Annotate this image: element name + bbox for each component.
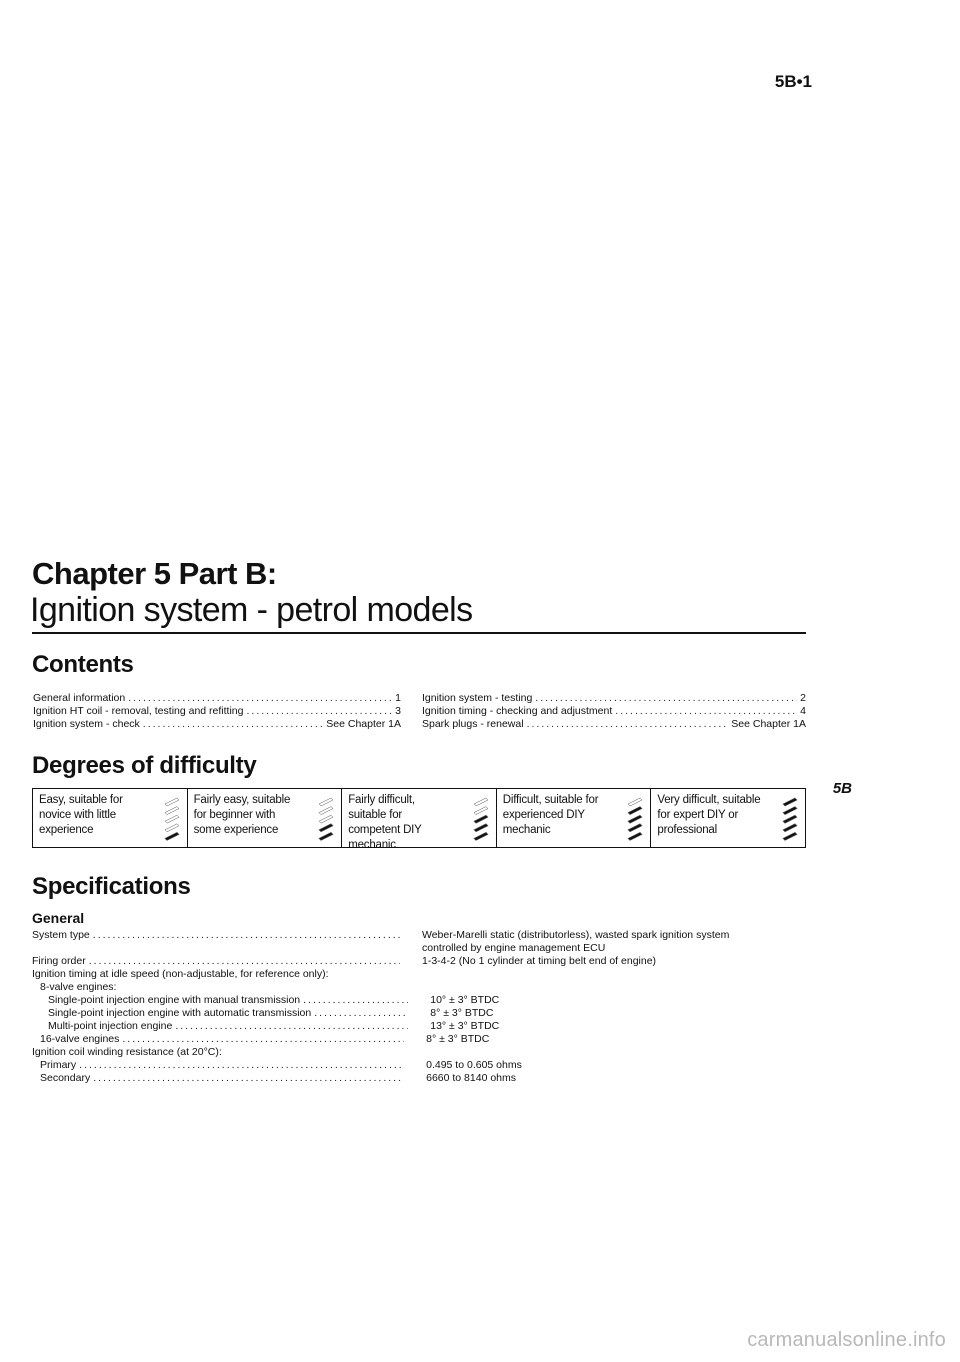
toc-leader [128,692,392,704]
spec-row [32,929,812,942]
spec-leader [314,1007,408,1020]
specifications-heading: Specifications [32,873,191,900]
spec-value: 1-3-4-2 (No 1 cylinder at timing belt end of engine) [422,955,657,967]
toc-leader [527,718,729,730]
toc-leader [143,718,323,730]
general-heading: General [32,910,85,926]
spec-label: Multi-point injection engine [48,1020,173,1032]
spec-row [32,968,812,981]
spanner-mark-filled [474,832,488,840]
toc-leader [247,705,393,717]
spec-value: 6660 to 8140 ohms [426,1072,517,1084]
difficulty-text: Easy, suitable for novice with little experience [39,794,123,836]
spec-label: Secondary [40,1072,91,1084]
toc-page: See Chapter 1A [326,718,401,730]
spec-row [32,942,812,955]
spanner-icon [626,795,644,841]
spanner-mark-filled [628,832,642,840]
difficulty-table [32,788,806,851]
spec-leader [175,1020,408,1033]
spanner-mark-outline [165,824,179,832]
contents-heading: Contents [32,651,134,678]
spec-label: 8-valve engines: [40,981,117,993]
spec-label: System type [32,929,90,941]
difficulty-level-4 [496,789,651,847]
watermark[interactable]: carmanualsonline.info [747,1329,946,1351]
spanner-mark-filled [783,832,797,840]
spec-label: Ignition coil winding resistance (at 20°C): [32,1046,222,1058]
difficulty-text: Very difficult, suitable for expert DIY or professional [657,794,761,836]
toc-label: Ignition system - testing [422,692,533,704]
spec-leader [122,1033,404,1046]
toc-entry[interactable] [33,705,401,718]
spanner-mark-filled [783,815,797,823]
spec-row [32,994,812,1007]
toc-entry[interactable] [422,718,806,731]
toc-leader [535,692,797,704]
title-rule [32,632,806,634]
spanner-icon [317,795,335,841]
spanner-mark-filled [165,832,179,840]
spanner-icon [163,795,181,841]
toc-label: Ignition HT coil - removal, testing and refitting [33,705,244,717]
toc-entry[interactable] [422,692,806,705]
difficulty-text: Difficult, suitable for experienced DIY mechanic [502,794,599,836]
spec-value: 8° ± 3° BTDC [430,1007,494,1019]
toc-label: General information [33,692,126,704]
toc-entry[interactable] [422,705,806,718]
spec-value: 10° ± 3° BTDC [430,994,500,1006]
spanner-mark-outline [628,798,642,806]
spec-label: Single-point injection engine with automatic transmission [48,1007,312,1019]
spanner-mark-filled [319,832,333,840]
spanner-mark-outline [165,815,179,823]
spanner-mark-outline [319,798,333,806]
spec-leader [93,929,400,942]
chapter-subtitle: Ignition system - petrol models [30,591,473,629]
spec-value: controlled by engine management ECU [422,942,606,954]
toc-entry[interactable] [33,718,401,731]
spanner-mark-filled [783,807,797,815]
spanner-mark-filled [474,824,488,832]
spanner-mark-filled [628,815,642,823]
difficulty-heading: Degrees of difficulty [32,752,257,779]
toc-page: 3 [395,705,401,717]
difficulty-level-2 [187,789,342,847]
spanner-mark-filled [783,798,797,806]
spanner-mark-outline [474,798,488,806]
spanner-icon [781,795,799,841]
spec-row [32,981,812,994]
spanner-mark-outline [319,815,333,823]
toc-label: Ignition system - check [33,718,140,730]
toc-leader [615,705,797,717]
spec-label: Primary [40,1059,77,1071]
spec-row [32,1033,812,1046]
spanner-mark-outline [319,807,333,815]
spec-row [32,1072,812,1085]
toc-label: Spark plugs - renewal [422,718,524,730]
spanner-mark-filled [474,815,488,823]
spec-leader [303,994,408,1007]
difficulty-level-1 [33,789,187,847]
spanner-mark-outline [474,807,488,815]
specifications-table [32,929,812,1085]
spec-label: Single-point injection engine with manual transmission [48,994,301,1006]
spec-leader [79,1059,404,1072]
spec-value: 8° ± 3° BTDC [426,1033,490,1045]
spanner-mark-outline [165,798,179,806]
contents-left-column [33,692,401,731]
difficulty-text: Fairly easy, suitable for beginner with some experience [193,794,291,836]
toc-page: 1 [395,692,401,704]
toc-page: 2 [800,692,806,704]
spec-row [32,1020,812,1033]
spec-row [32,1007,812,1020]
spanner-mark-outline [165,807,179,815]
spec-label: Ignition timing at idle speed (non-adjustable, for reference only): [32,968,329,980]
spec-row [32,1046,812,1059]
difficulty-level-3 [341,789,496,851]
spanner-mark-filled [319,824,333,832]
spec-value: Weber-Marelli static (distributorless), wasted spark ignition system [422,929,730,941]
spec-label: 16-valve engines [40,1033,120,1045]
spec-leader [89,955,400,968]
chapter-title: Chapter 5 Part B: [32,556,277,591]
spanner-mark-filled [628,824,642,832]
difficulty-level-5 [650,789,805,847]
toc-label: Ignition timing - checking and adjustment [422,705,613,717]
toc-page: 4 [800,705,806,717]
contents-right-column [422,692,806,731]
spanner-mark-filled [628,807,642,815]
toc-entry[interactable] [33,692,401,705]
section-marker: 5B [832,780,852,797]
spec-row [32,1059,812,1072]
spec-label: Firing order [32,955,86,967]
toc-page: See Chapter 1A [731,718,806,730]
spec-value: 0.495 to 0.605 ohms [426,1059,522,1071]
page-number: 5B•1 [774,72,812,91]
spec-leader [93,1072,404,1085]
spanner-mark-filled [783,824,797,832]
spec-value: 13° ± 3° BTDC [430,1020,500,1032]
spanner-icon [472,795,490,841]
difficulty-text: Fairly difficult, suitable for competent DIY mechanic [348,794,422,851]
spec-row [32,955,812,968]
